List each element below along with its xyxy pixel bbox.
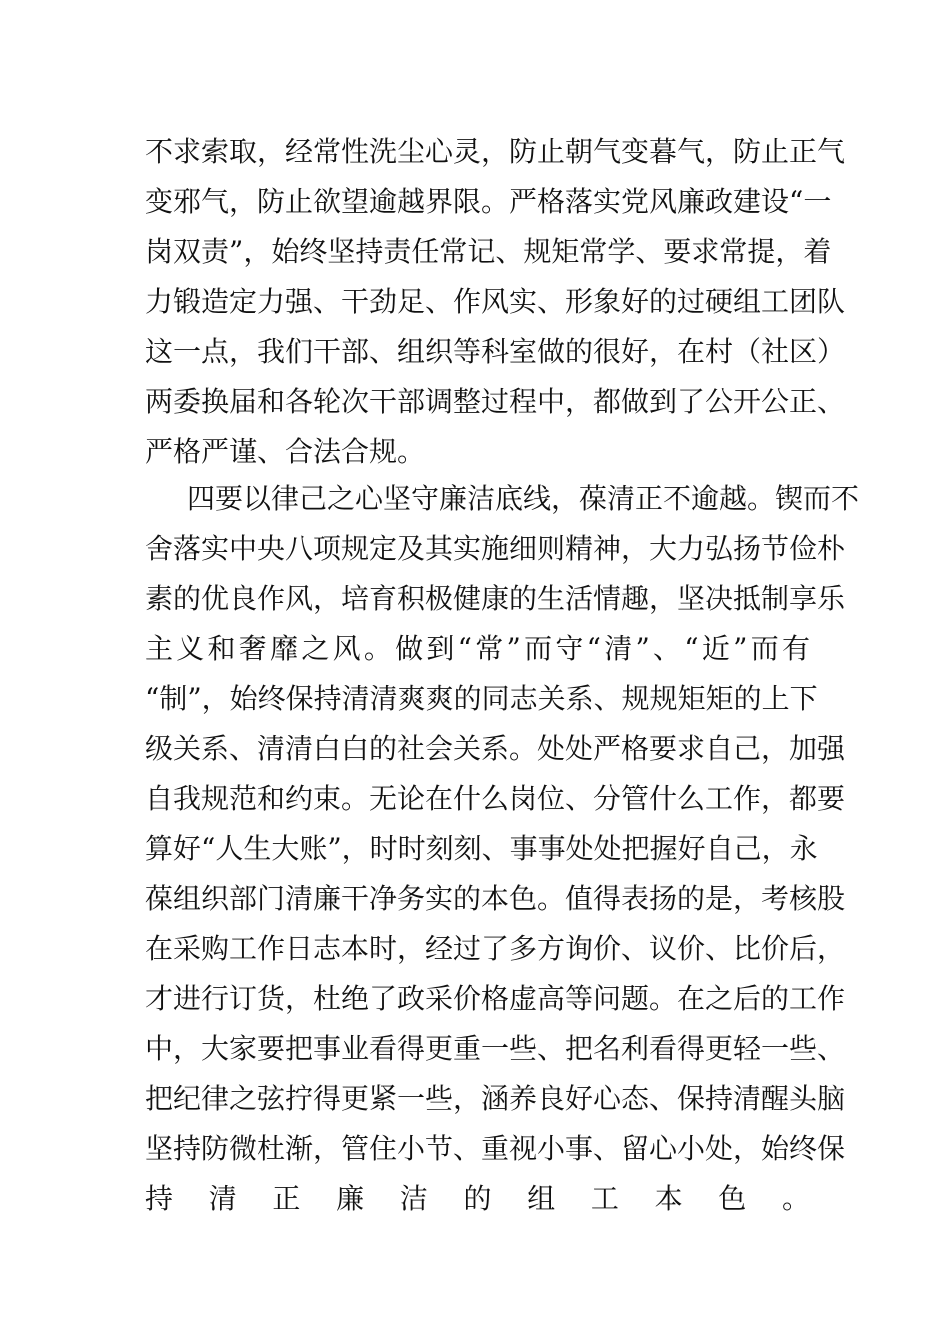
text-line: “制”，始终保持清清爽爽的同志关系、规规矩矩的上下 [145,682,818,715]
paragraph-four [145,474,860,1274]
text-line: 持清正廉洁的组工本色。 [145,1182,810,1215]
text-line: 坚持防微杜渐，管住小节、重视小事、留心小处，始终保 [145,1132,846,1165]
text-line: 力锻造定力强、干劲足、作风实、形象好的过硬组工团队 [145,285,846,318]
text-line: 素的优良作风，培育积极健康的生活情趣，坚决抵制享乐 [145,582,846,615]
text-line: 算好“人生大账”，时时刻刻、事事处处把握好自己，永 [145,832,818,865]
text-line: 舍落实中央八项规定及其实施细则精神，大力弘扬节俭朴 [145,532,846,565]
text-line: 这一点，我们干部、组织等科室做的很好，在村（社区） [145,335,846,368]
text-line: 四要以律己之心坚守廉洁底线，葆清正不逾越。锲而不 [187,482,860,515]
text-line: 变邪气，防止欲望逾越界限。严格落实党风廉政建设“一 [145,185,832,218]
text-line: 主义和奢靡之风。做到“常”而守“清”、“近”而有 [145,632,810,665]
text-line: 葆组织部门清廉干净务实的本色。值得表扬的是，考核股 [145,882,846,915]
text-line: 在采购工作日志本时，经过了多方询价、议价、比价后， [145,932,846,965]
text-line: 岗双责”，始终坚持责任常记、规矩常学、要求常提，着 [145,235,832,268]
text-line [145,1224,810,1274]
text-line: 级关系、清清白白的社会关系。处处严格要求自己，加强 [145,732,846,765]
text-line: 把纪律之弦拧得更紧一些，涵养良好心态、保持清醒头脑 [145,1082,846,1115]
text-line: 不求索取，经常性洗尘心灵，防止朝气变暮气，防止正气 [145,135,846,168]
text-line: 中，大家要把事业看得更重一些、把名利看得更轻一些、 [145,1032,846,1065]
text-line: 自我规范和约束。无论在什么岗位、分管什么工作，都要 [145,782,846,815]
paragraph-continued [145,127,846,477]
text-line: 两委换届和各轮次干部调整过程中，都做到了公开公正、 [145,385,846,418]
text-line: 才进行订货，杜绝了政采价格虚高等问题。在之后的工作 [145,982,846,1015]
text-line: 严格严谨、合法合规。 [145,435,426,468]
